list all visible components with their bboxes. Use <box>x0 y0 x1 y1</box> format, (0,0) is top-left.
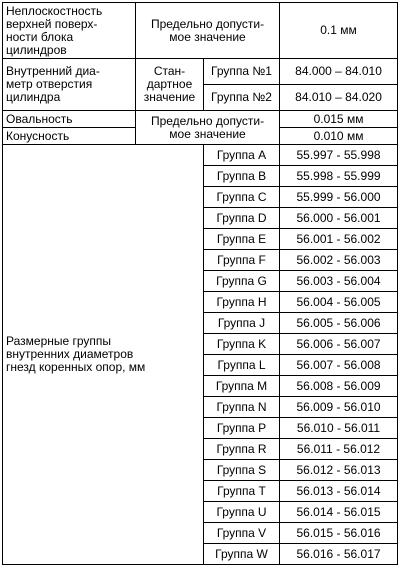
bore-criterion: Стан- дартное значение <box>136 59 204 111</box>
limit-criterion: Предельно допусти- мое значение <box>136 111 280 145</box>
main-bearing-group-range: 55.998 - 55.999 <box>280 166 398 187</box>
main-bearing-group-range: 56.003 - 56.004 <box>280 271 398 292</box>
main-bearing-group-range: 56.004 - 56.005 <box>280 292 398 313</box>
bore-group-range: 84.010 – 84.020 <box>280 85 398 111</box>
main-bearing-group-name: Группа E <box>204 229 280 250</box>
main-bearing-group-name: Группа M <box>204 376 280 397</box>
main-bearing-label: Размерные группы внутренних диаметров гнезд коренных опор, мм <box>3 145 204 565</box>
taper-label: Конусность <box>3 128 136 145</box>
main-bearing-group-name: Группа V <box>204 523 280 544</box>
main-bearing-group-name: Группа A <box>204 145 280 166</box>
ovality-row <box>3 111 398 128</box>
bore-label: Внутренний диа- метр отверстия цилиндра <box>3 59 136 111</box>
main-bearing-group-range: 56.000 - 56.001 <box>280 208 398 229</box>
flatness-label: Неплоскостность верхней поверх- ности блока цилиндров <box>3 3 136 59</box>
main-bearing-group-name: Группа B <box>204 166 280 187</box>
main-bearing-group-range: 56.009 - 56.010 <box>280 397 398 418</box>
taper-value: 0.010 мм <box>280 128 398 145</box>
main-bearing-group-name: Группа T <box>204 481 280 502</box>
main-bearing-group-range: 56.002 - 56.003 <box>280 250 398 271</box>
cylinder-block-spec-table <box>2 2 398 565</box>
main-bearing-group-range: 56.015 - 56.016 <box>280 523 398 544</box>
main-bearing-group-range: 56.007 - 56.008 <box>280 355 398 376</box>
main-bearing-group-name: Группа K <box>204 334 280 355</box>
spec-table-body <box>3 3 398 565</box>
main-bearing-group-name: Группа H <box>204 292 280 313</box>
bore-group-name: Группа №1 <box>204 59 280 85</box>
main-bearing-group-name: Группа F <box>204 250 280 271</box>
flatness-row <box>3 3 398 59</box>
main-bearing-group-range: 56.013 - 56.014 <box>280 481 398 502</box>
flatness-criterion: Предельно допусти- мое значение <box>136 3 280 59</box>
bore-group-name: Группа №2 <box>204 85 280 111</box>
main-bearing-group-name: Группа R <box>204 439 280 460</box>
main-bearing-group-range: 56.008 - 56.009 <box>280 376 398 397</box>
main-bearing-row <box>3 145 398 166</box>
flatness-value: 0.1 мм <box>280 3 398 59</box>
main-bearing-group-range: 56.006 - 56.007 <box>280 334 398 355</box>
main-bearing-group-name: Группа P <box>204 418 280 439</box>
main-bearing-group-name: Группа N <box>204 397 280 418</box>
main-bearing-group-range: 56.014 - 56.015 <box>280 502 398 523</box>
main-bearing-group-name: Группа D <box>204 208 280 229</box>
main-bearing-group-range: 55.999 - 56.000 <box>280 187 398 208</box>
main-bearing-group-range: 56.005 - 56.006 <box>280 313 398 334</box>
main-bearing-group-name: Группа C <box>204 187 280 208</box>
main-bearing-group-name: Группа J <box>204 313 280 334</box>
main-bearing-group-name: Группа U <box>204 502 280 523</box>
main-bearing-group-range: 56.001 - 56.002 <box>280 229 398 250</box>
main-bearing-group-name: Группа L <box>204 355 280 376</box>
main-bearing-group-range: 55.997 - 55.998 <box>280 145 398 166</box>
main-bearing-group-range: 56.011 - 56.012 <box>280 439 398 460</box>
main-bearing-group-range: 56.010 - 56.011 <box>280 418 398 439</box>
bore-row-1 <box>3 59 398 85</box>
main-bearing-group-name: Группа W <box>204 544 280 565</box>
ovality-label: Овальность <box>3 111 136 128</box>
main-bearing-group-name: Группа S <box>204 460 280 481</box>
main-bearing-group-range: 56.016 - 56.017 <box>280 544 398 565</box>
main-bearing-group-name: Группа G <box>204 271 280 292</box>
main-bearing-group-range: 56.012 - 56.013 <box>280 460 398 481</box>
bore-group-range: 84.000 – 84.010 <box>280 59 398 85</box>
ovality-value: 0.015 мм <box>280 111 398 128</box>
